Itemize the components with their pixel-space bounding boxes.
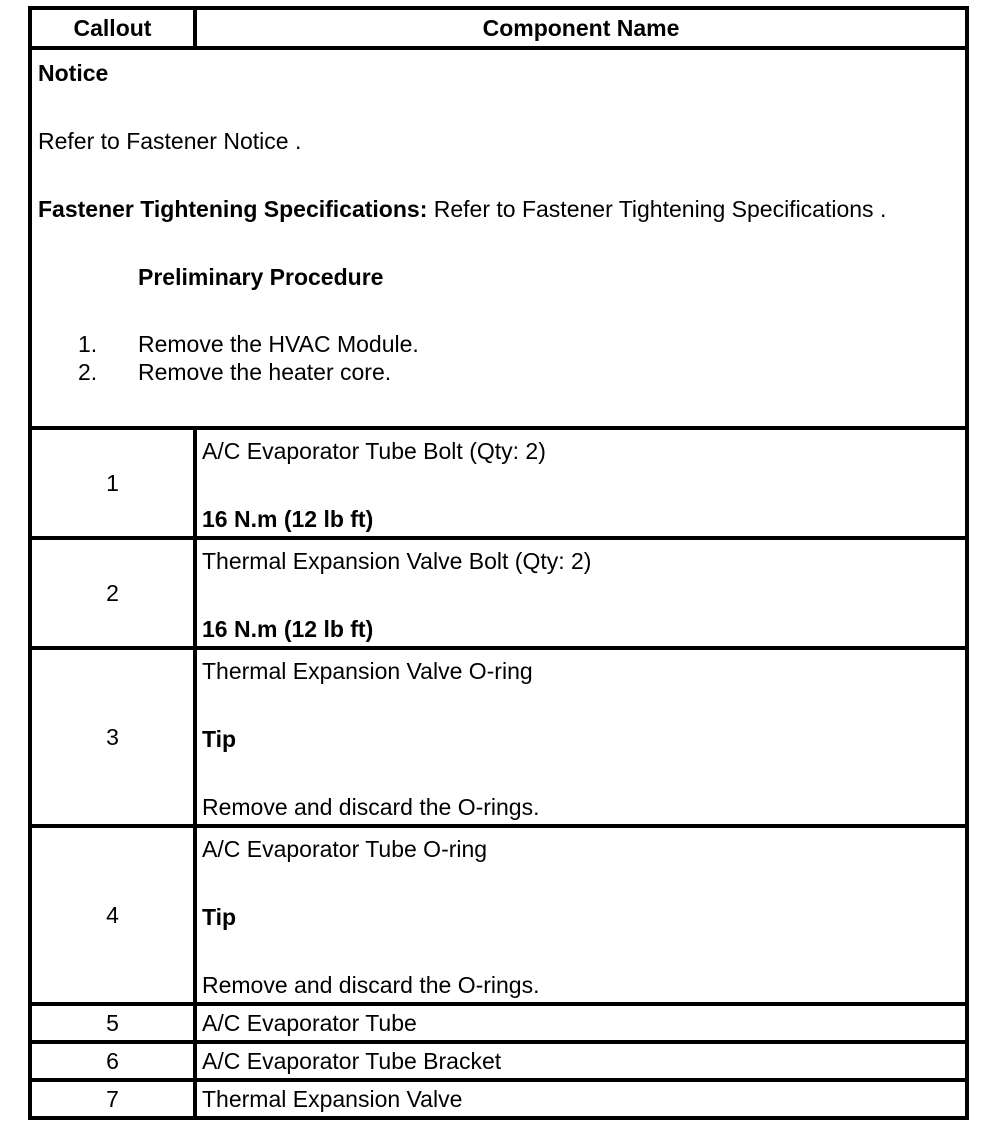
table-row xyxy=(30,428,967,538)
tip-title: Tip xyxy=(202,726,237,752)
table-header-row xyxy=(30,8,967,48)
table-row xyxy=(30,826,967,1004)
fastener-spec-text: Refer to Fastener Tightening Specifications . xyxy=(427,196,887,222)
table-row xyxy=(30,1080,967,1118)
callout-number: 5 xyxy=(30,1004,195,1042)
tip-title: Tip xyxy=(202,904,237,930)
component-cell xyxy=(195,648,967,826)
table-row xyxy=(30,648,967,826)
callout-number: 7 xyxy=(30,1080,195,1118)
step-number: 1. xyxy=(78,331,98,357)
preliminary-procedure-title: Preliminary Procedure xyxy=(138,264,384,290)
component-name: Thermal Expansion Valve O-ring xyxy=(202,658,533,684)
callout-number: 3 xyxy=(30,648,195,826)
callout-number: 4 xyxy=(30,826,195,1004)
step-text: Remove the HVAC Module. xyxy=(138,331,419,357)
callout-number: 6 xyxy=(30,1042,195,1080)
tip-text: Remove and discard the O-rings. xyxy=(202,972,540,998)
step-text: Remove the heater core. xyxy=(138,359,392,385)
callout-number: 1 xyxy=(30,428,195,538)
component-name: A/C Evaporator Tube Bolt (Qty: 2) xyxy=(202,438,546,464)
torque-spec: 16 N.m (12 lb ft) xyxy=(202,506,374,532)
component-cell xyxy=(195,538,967,648)
component-table xyxy=(28,6,969,1120)
table-row xyxy=(30,538,967,648)
callout-column-header: Callout xyxy=(30,8,195,48)
component-name-column-header: Component Name xyxy=(195,8,967,48)
preliminary-steps xyxy=(38,330,965,386)
component-name: A/C Evaporator Tube xyxy=(195,1004,967,1042)
tip-text: Remove and discard the O-rings. xyxy=(202,794,540,820)
component-name: A/C Evaporator Tube Bracket xyxy=(195,1042,967,1080)
fastener-spec-label: Fastener Tightening Specifications: xyxy=(38,196,428,222)
step-number: 2. xyxy=(78,359,98,385)
component-name: Thermal Expansion Valve Bolt (Qty: 2) xyxy=(202,548,592,574)
component-name: Thermal Expansion Valve xyxy=(195,1080,967,1118)
table-row xyxy=(30,1004,967,1042)
notice-cell xyxy=(30,48,967,428)
component-cell xyxy=(195,428,967,538)
fastener-spec-line xyxy=(38,192,965,226)
callout-number: 2 xyxy=(30,538,195,648)
notice-title: Notice xyxy=(38,60,109,86)
notice-row xyxy=(30,48,967,428)
notice-text: Refer to Fastener Notice . xyxy=(38,128,302,154)
component-cell xyxy=(195,826,967,1004)
step-item xyxy=(38,330,965,358)
component-name: A/C Evaporator Tube O-ring xyxy=(202,836,488,862)
torque-spec: 16 N.m (12 lb ft) xyxy=(202,616,374,642)
table-row xyxy=(30,1042,967,1080)
step-item xyxy=(38,358,965,386)
